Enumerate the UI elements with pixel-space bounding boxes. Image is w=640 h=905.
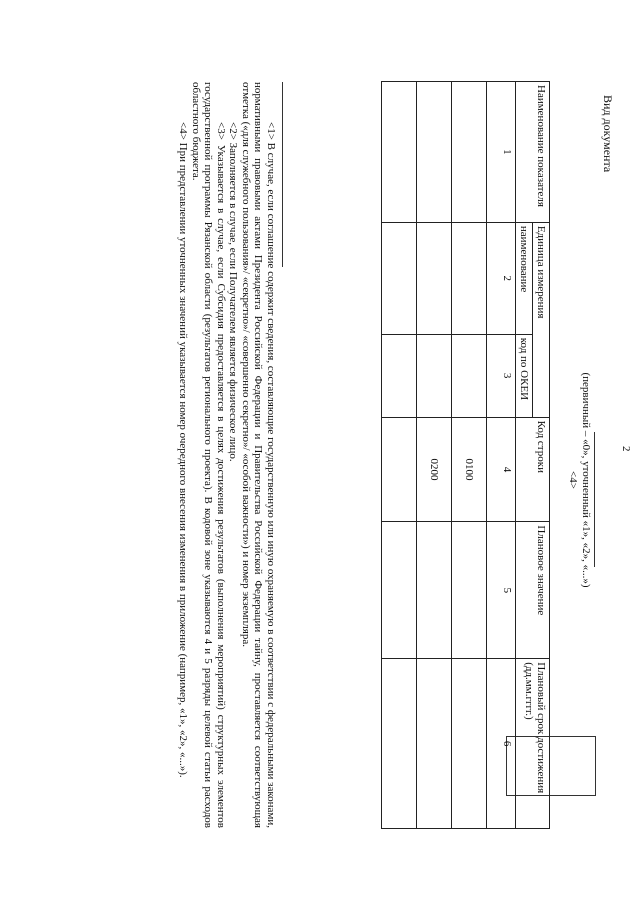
cell-unit-okei[interactable] [452,334,487,417]
cell-empty[interactable] [382,417,417,522]
column-number: 1 [487,82,516,223]
doc-type-note [566,330,592,630]
column-number: 4 [487,417,516,522]
doc-type-note-ref: <4> [567,471,579,489]
footnote-3: <3> Указывается в случае, если Субсидия предоставляется в целях достижения результатов (выполнения мероприятий) структурных элементов государственной программы Рязанской области (результатов регионального проекта). В кодовой зоне указываются 4 и 5 разряды целевой статьи расходов областного бюджета. [190,82,227,828]
table-row [452,82,487,829]
column-number: 5 [487,522,516,659]
cell-line-code: 0200 [417,417,452,522]
doc-type-note-line: (первичный – «0», уточненный «1», «2», «...») [580,372,592,588]
header-plan-value: Плановое значение [516,522,550,659]
cell-unit-name[interactable] [452,222,487,334]
cell-line-code: 0100 [452,417,487,522]
column-number: 6 [487,659,516,829]
cell-indicator-name[interactable] [452,82,487,223]
cell-empty[interactable] [382,522,417,659]
table-header-row [533,82,550,829]
cell-indicator-name[interactable] [417,82,452,223]
table-row-empty [382,82,417,829]
footnote-4: <4> При представлении уточненных значений указывается номер очередного внесения изменения в приложение (например, «1», «2», «...»). [177,122,190,778]
header-unit-group: Единица измерения [533,222,550,417]
cell-unit-name[interactable] [417,222,452,334]
doc-type-underline [594,432,595,567]
cell-plan-value[interactable] [417,522,452,659]
page-number: 2 [620,446,632,452]
cell-empty[interactable] [382,82,417,223]
header-indicator-name: Наименование показателя [516,82,550,223]
footnote-separator [282,82,283,267]
header-unit-okei: код по ОКЕИ [516,334,533,417]
cell-empty[interactable] [382,334,417,417]
cell-empty[interactable] [382,659,417,829]
doc-type-label: Вид документа [601,95,615,173]
cell-empty[interactable] [382,222,417,334]
footnotes [177,82,277,828]
column-number: 3 [487,334,516,417]
header-line-code: Код строки [516,417,550,522]
cell-unit-okei[interactable] [417,334,452,417]
column-number: 2 [487,222,516,334]
indicators-table [381,81,550,829]
footnote-1: <1> В случае, если соглашение содержит сведения, составляющие государственную или иную охраняемую в соответствии с федеральными законами, нормативными правовыми актами Президента Российской Федерации и Правительства Российской Федерации тайну, проставляется соответствующая отметка («для служебного пользования»/ «секретно»/ «совершенно секретно»/ «особой важности») и номер экземпляра. [240,82,277,828]
cell-plan-date[interactable] [452,659,487,829]
cell-plan-value[interactable] [452,522,487,659]
footnote-2: <2> Заполняется в случае, если Получателем является физическое лицо. [227,122,240,462]
cell-plan-date[interactable] [417,659,452,829]
table-row [417,82,452,829]
column-number-row [487,82,516,829]
header-plan-date: Плановый срок достижения (дд.мм.гггг.) [516,659,550,829]
header-unit-name: наименование [516,222,533,334]
